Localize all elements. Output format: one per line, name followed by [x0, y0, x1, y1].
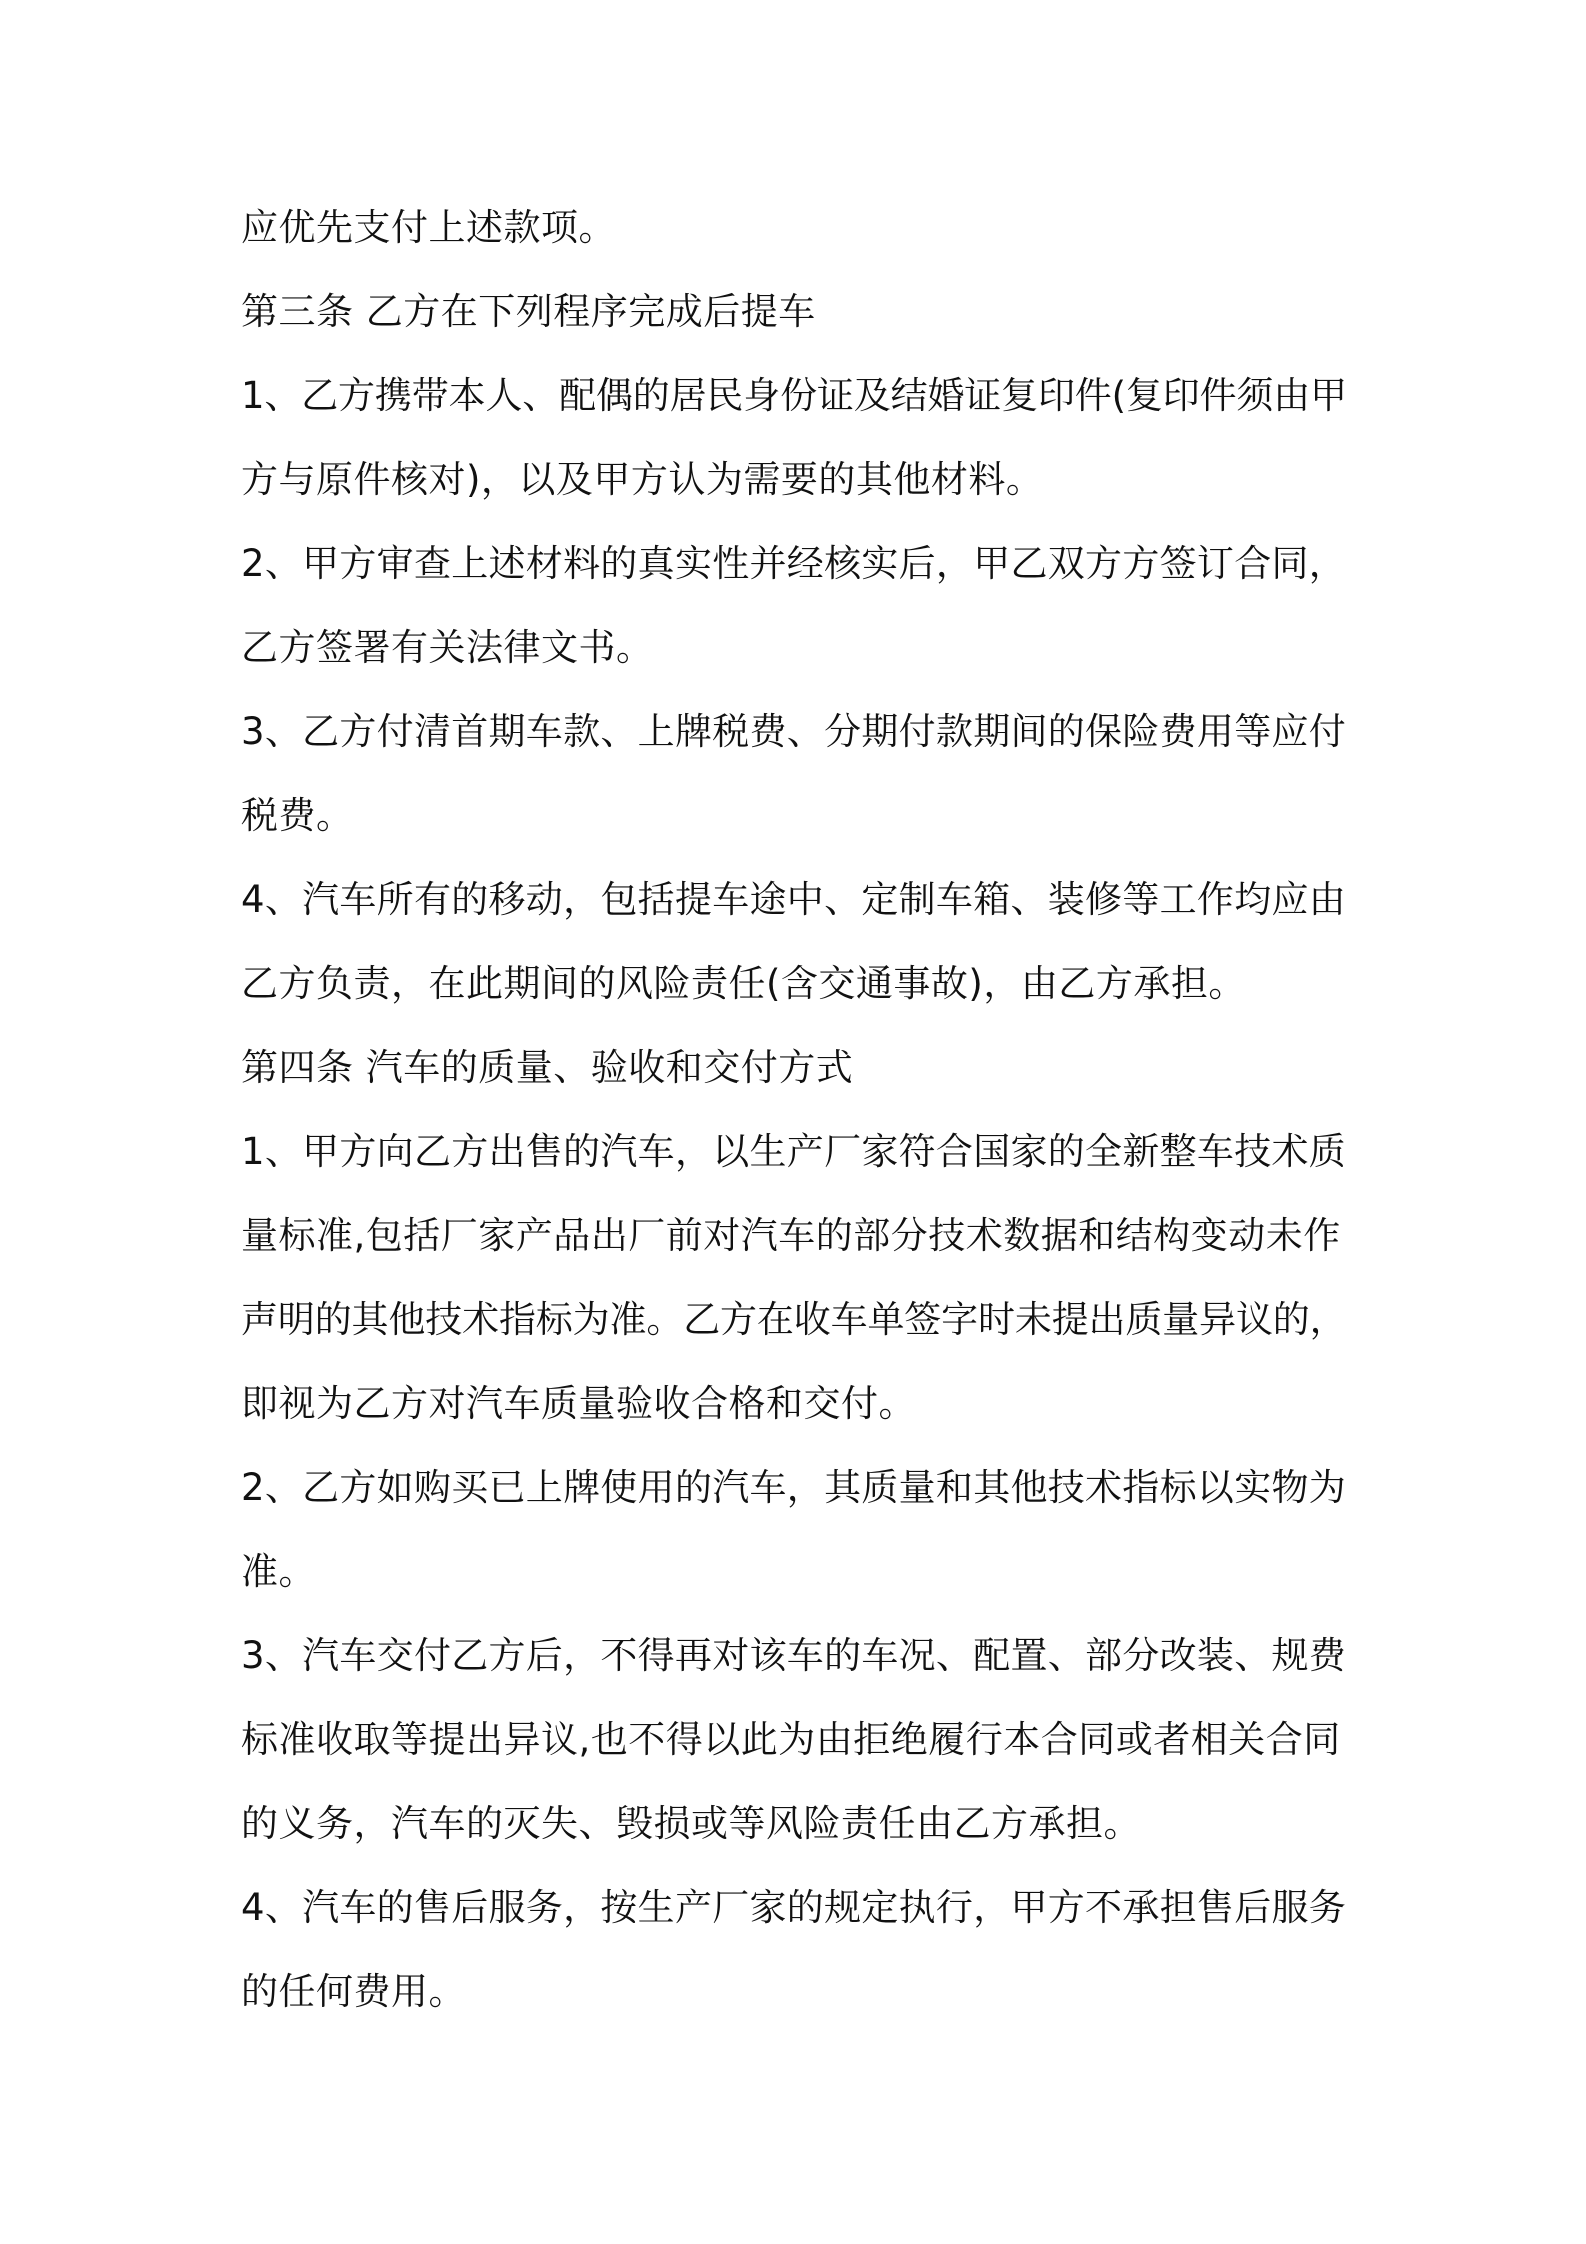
text-line: 1、乙方携带本人、配偶的居民身份证及结婚证复印件(复印件须由甲 — [241, 374, 1347, 417]
text-line: 声明的其他技术指标为准。乙方在收车单签字时未提出质量异议的， — [241, 1298, 1347, 1341]
text-line: 2、乙方如购买已上牌使用的汽车，其质量和其他技术指标以实物为 — [241, 1466, 1347, 1509]
text-line: 方与原件核对)，以及甲方认为需要的其他材料。 — [241, 458, 1044, 501]
section-heading: 第四条 汽车的质量、验收和交付方式 — [241, 1046, 854, 1089]
text-line: 准。 — [241, 1550, 316, 1593]
text-line: 的义务，汽车的灭失、毁损或等风险责任由乙方承担。 — [241, 1802, 1141, 1845]
text-line: 3、汽车交付乙方后，不得再对该车的车况、配置、部分改装、规费 — [241, 1634, 1347, 1677]
text-line: 1、甲方向乙方出售的汽车，以生产厂家符合国家的全新整车技术质 — [241, 1130, 1347, 1173]
text-line: 3、乙方付清首期车款、上牌税费、分期付款期间的保险费用等应付 — [241, 710, 1347, 753]
text-line: 4、汽车所有的移动，包括提车途中、定制车箱、装修等工作均应由 — [241, 878, 1347, 921]
text-line: 量标准,包括厂家产品出厂前对汽车的部分技术数据和结构变动未作 — [241, 1214, 1341, 1257]
text-line: 标准收取等提出异议,也不得以此为由拒绝履行本合同或者相关合同 — [241, 1718, 1341, 1761]
text-line: 的任何费用。 — [241, 1970, 466, 2013]
text-line: 4、汽车的售后服务，按生产厂家的规定执行，甲方不承担售后服务 — [241, 1886, 1347, 1929]
text-line: 即视为乙方对汽车质量验收合格和交付。 — [241, 1382, 916, 1425]
text-line: 应优先支付上述款项。 — [241, 206, 616, 249]
text-line: 2、甲方审查上述材料的真实性并经核实后，甲乙双方方签订合同， — [241, 542, 1347, 585]
text-line: 税费。 — [241, 794, 354, 837]
text-line: 乙方负责，在此期间的风险责任(含交通事故)，由乙方承担。 — [241, 962, 1246, 1005]
text-line: 乙方签署有关法律文书。 — [241, 626, 654, 669]
section-heading: 第三条 乙方在下列程序完成后提车 — [241, 290, 816, 333]
